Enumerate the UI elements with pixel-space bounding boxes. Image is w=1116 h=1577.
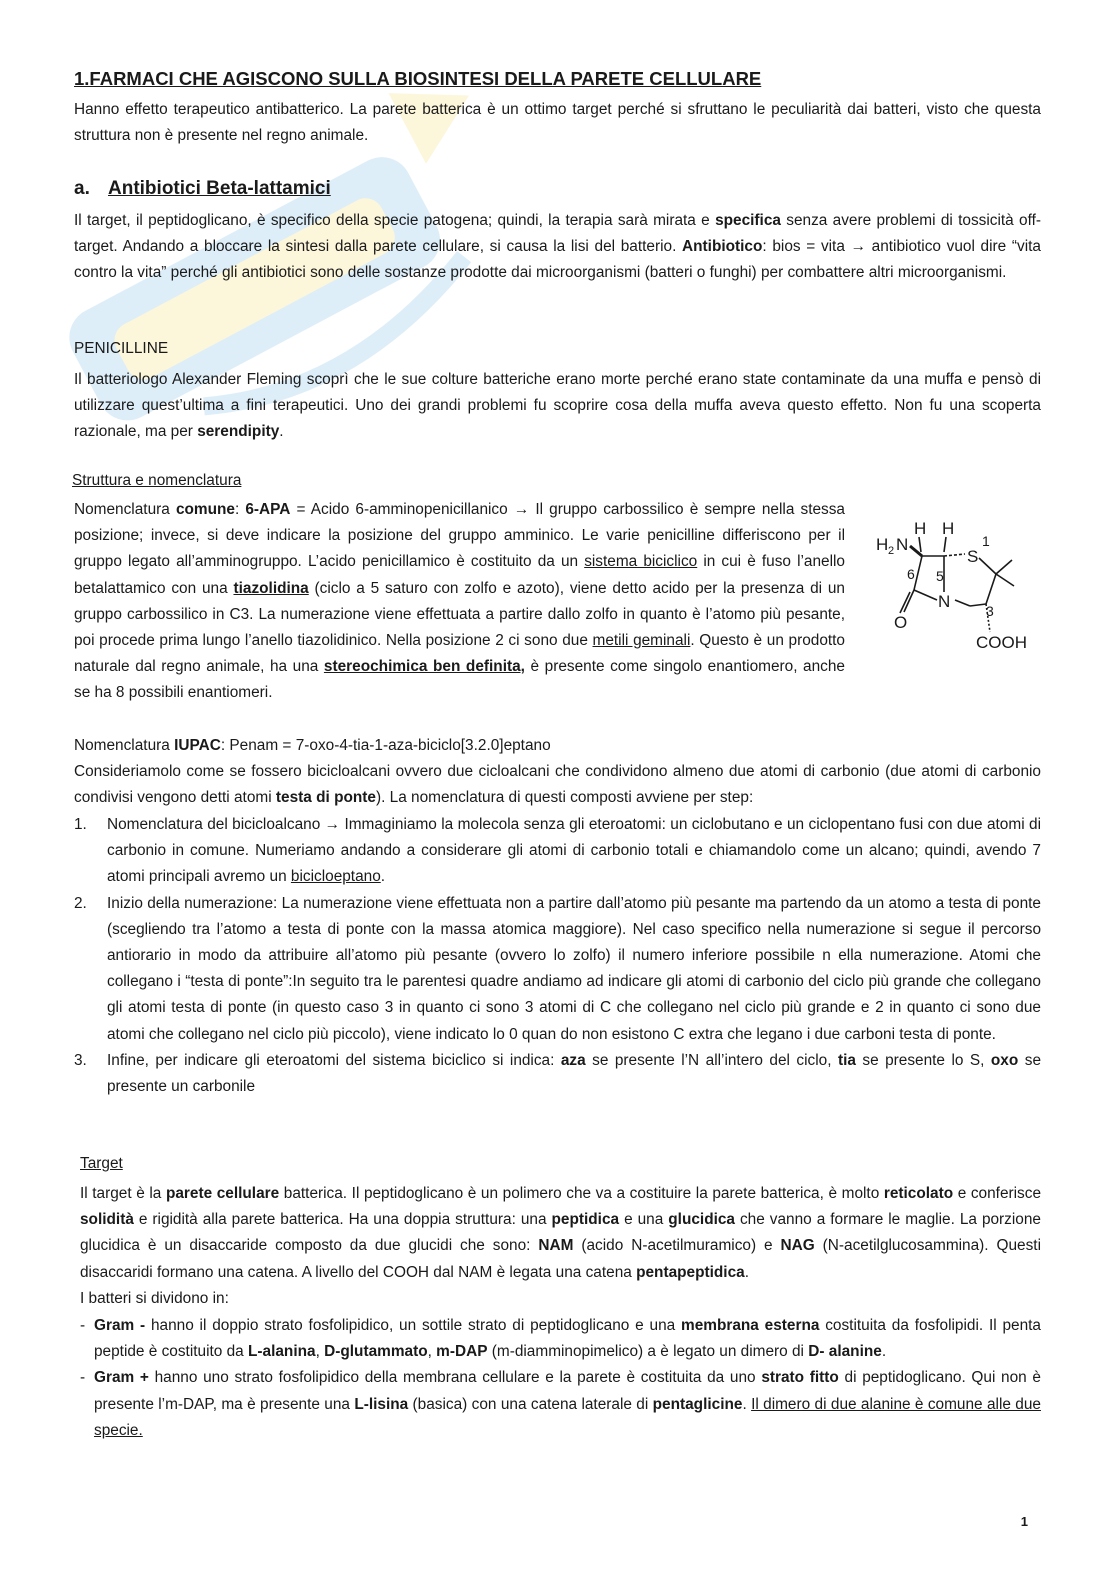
gram-list [80,1313,1041,1444]
mol-n: N [938,592,951,611]
target-paragraph: Il target è la parete cellulare batterica. Il peptidoglicano è un polimero che va a costituire la parete batterica, è molto reticolato e conferisce solidità e rigidità alla parete batterica. Ha una doppia struttura: una peptidica e una glucidica che vanno a formare le maglie. La porzione glucidica è un disaccaride composto da due glucidi che sono: NAM (acido N-acetilmuramico) e NAG (N-acetilglucosammina). Questi disaccaridi formano una catena. A livello del COOH dal NAM è legata una catena pentapeptidica. I batteri si dividono in: [80,1185,1041,1307]
mol-num-5: 5 [936,568,944,584]
section-a-heading [74,178,331,200]
section-a-label: a. [74,178,90,199]
mol-h-2: H [942,519,955,538]
iupac-paragraph: Nomenclatura IUPAC: Penam = 7-oxo-4-tia-1-aza-biciclo[3.2.0]eptano [74,737,551,754]
section-a-title: Antibiotici Beta-lattamici [108,178,331,199]
bicicloalcani-paragraph: Consideriamolo come se fossero bicicloalcani ovvero due cicloalcani che condividono almeno due atomi di carbonio (due atomi di carbonio condivisi vengono detti atomi testa di ponte). La nomenclatura di questi composti avviene per step: [74,763,1041,807]
target-intro-paragraph: Il target, il peptidoglicano, è specifico della specie patogena; quindi, la terapia sarà mirata e specifica senza avere problemi di tossicità off-target. Andando a bloccare la sintesi dalla parete cellulare, si causa la lisi del batterio. Antibiotico: bios = vita → antibiotico vuol dire “vita contro la vita” perché gli antibiotici sono delle sostanze prodotte dai microorganismi (batteri o funghi) per combattere altri microorganismi. [74,212,1041,282]
page-number: 1 [1020,1514,1028,1529]
mol-num-1: 1 [982,533,990,549]
list-item: - Gram - hanno il doppio strato fosfolipidico, un sottile strato di peptidoglicano e una membrana esterna costituita da fosfolipidi. Il penta peptide è costituito da L-alanina, D-glutammato, m-DAP (m-diamminopimelico) a è legato un dimero di D- alanine. [80,1317,1041,1361]
penicilline-heading: PENICILLINE [74,340,169,357]
list-item: 1. Nomenclatura del bicicloalcano → Immaginiamo la molecola senza gli eteroatomi: un ciclobutano e un ciclopentano fusi con due atomi di carbonio in comune. Numeriamo andando a considerare gli atomi di carbonio totali e chiamandolo come un alcano; quindi, avendo 7 atomi principali avremo un bicicloeptano. [74,816,1041,886]
list-item: - Gram + hanno uno strato fosfolipidico della membrana cellulare e la parete è costituita da uno strato fitto di peptidoglicano. Qui non è presente l’m-DAP, ma è presente una L-lisina (basica) con una catena laterale di pentaglicine. Il dimero di due alanine è comune alle due specie. [80,1369,1041,1439]
target-heading: Target [80,1155,123,1172]
mol-nh2-n: N [896,535,909,554]
list-item: 2. Inizio della numerazione: La numerazione viene effettuata non a partire dall’atomo più pesante ma partendo da un atomo a testa di ponte (scegliendo tra l’atomo a testa di ponte con la massa atomica maggiore). Nel caso specifico nella numerazione si segue il percorso antiorario in modo da attribuire all’atomo più pesante (ovvero lo zolfo) il numero inferiore possibile n ella numerazione. Atomi che collegano i “testa di ponte”:In seguito tra le parentesi quadre andiamo ad indicare gli atomi di carbonio del ciclo più grande che collegano gli atomi testa di ponte (in questo caso 3 in quanto ci sono 3 atomi di C che collegano nel ciclo più grande e 2 in quanto ci sono due atomi che collegano nel ciclo più piccolo), viene indicato lo 0 quan do non esistono C extra che legano i due carboni testa di ponte. [74,894,1041,1043]
mol-num-3: 3 [986,603,994,619]
mol-nh2-sub: 2 [888,545,895,557]
page-title: 1.FARMACI CHE AGISCONO SULLA BIOSINTESI DELLA PARETE CELLULARE [74,68,762,89]
list-item: 3. Infine, per indicare gli eteroatomi del sistema biciclico si indica: aza se presente l’N all’intero del ciclo, tia se presente lo S, oxo se presente un carbonile [74,1051,1041,1096]
mol-h-1: H [914,519,927,538]
mol-s: S [967,547,979,566]
intro-paragraph: Hanno effetto terapeutico antibatterico. La parete batterica è un ottimo target perché si sfruttano le peculiarità dai batteri, visto che questa struttura non è presente nel regno animale. [74,101,1041,145]
mol-o: O [894,613,908,632]
mol-nh2-h: H [876,535,889,554]
mol-num-6: 6 [907,566,915,582]
struttura-heading: Struttura e nomenclatura [72,472,242,489]
nomenclature-steps-list [74,812,1041,1100]
struttura-paragraph: Nomenclatura comune: 6-APA = Acido 6-amminopenicillanico → Il gruppo carbossilico è sempre nella stessa posizione; invece, si deve indicare la posizione del gruppo amminico. Le varie penicilline differiscono per il gruppo legato all’amminogruppo. L’acido penicillamico è costituito da un sistema biciclico in cui è fuso l’anello betalattamico con una tiazolidina (ciclo a 5 saturo con zolfo e azoto), viene detto acido per la presenza di un gruppo carbossilico in C3. La numerazione viene effettuata a partire dallo zolfo in quanto è l’atomo più pesante, poi procede prima lungo l’anello tiazolidinico. Nella posizione 2 ci sono due metili geminali. Questo è un prodotto naturale dal regno animale, ha una stereochimica ben definita, è presente come singolo enantiomero, anche se ha 8 possibili enantiomeri. [74,501,845,702]
mol-cooh: COOH [976,633,1027,652]
fleming-paragraph: Il batteriologo Alexander Fleming scoprì che le sue colture batteriche erano morte perché erano state contaminate da una muffa e pensò di utilizzare quest’ultima a fini terapeutici. Uno dei grandi problemi fu scoprire cosa della muffa aveva questo effetto. Non fu una scoperta razionale, ma per serendipity. [74,371,1041,441]
penicillin-structure-diagram [872,512,1032,662]
